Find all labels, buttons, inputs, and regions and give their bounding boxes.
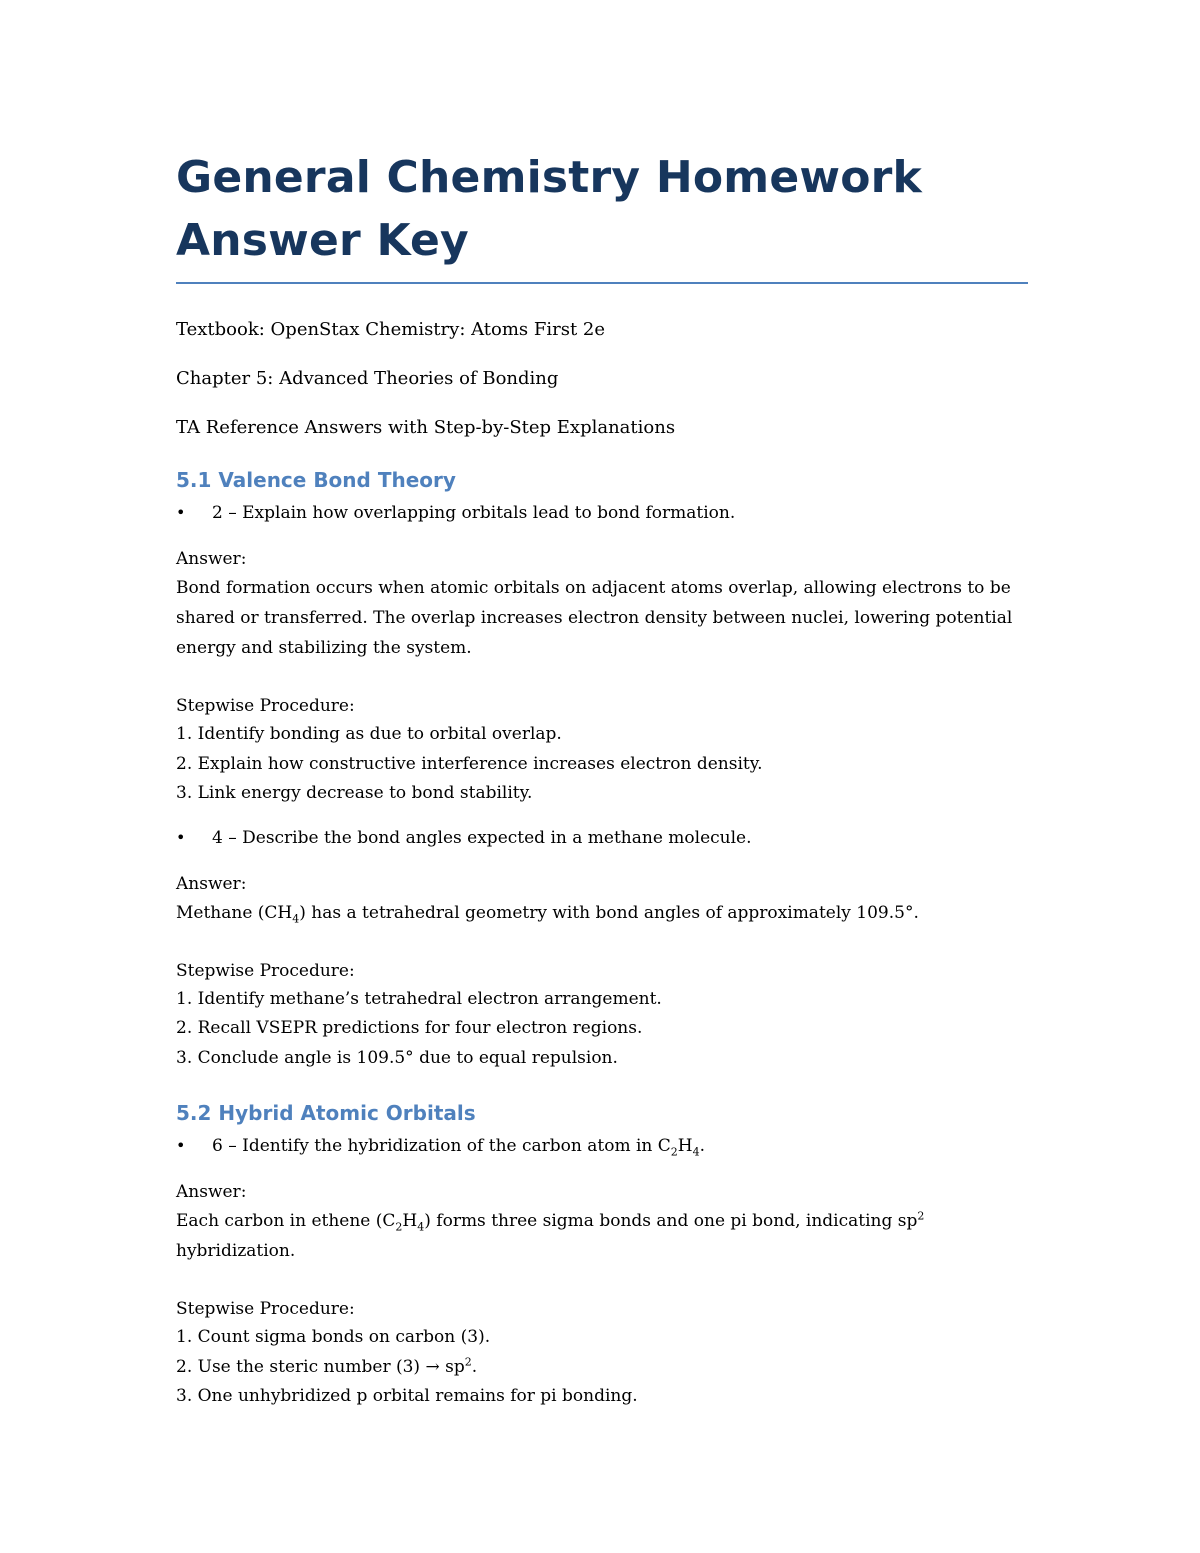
steps-list: [176, 1323, 1028, 1412]
stepwise-label: Stepwise Procedure:: [176, 1299, 355, 1319]
question-text: 2 – Explain how overlapping orbitals lead to bond formation.: [212, 503, 736, 523]
bullet-icon: •: [176, 503, 186, 522]
section-heading: 5.2 Hybrid Atomic Orbitals: [176, 1101, 476, 1125]
question-text: 6 – Identify the hybridization of the carbon atom in $C_2H_4$.: [212, 1136, 705, 1159]
question-item: [176, 825, 1028, 851]
bullet-icon: •: [176, 1136, 186, 1155]
step-item: 2. Explain how constructive interference increases electron density.: [176, 753, 763, 774]
reference-line: TA Reference Answers with Step-by-Step Explanations: [176, 417, 676, 438]
answer-label: Answer:: [176, 1182, 247, 1202]
step-item: 3. One unhybridized p orbital remains for pi bonding.: [176, 1386, 638, 1406]
section-heading: 5.1 Valence Bond Theory: [176, 468, 456, 492]
question-item: [176, 500, 1028, 526]
answer-text: Methane $(CH_4)$ has a tetrahedral geometry with bond angles of approximately 109.5°.: [176, 902, 919, 925]
textbook-line: Textbook: OpenStax Chemistry: Atoms First 2e: [176, 319, 606, 340]
stepwise-label: Stepwise Procedure:: [176, 960, 355, 981]
document-body: [176, 146, 1028, 1412]
step-item: 1. Identify methane’s tetrahedral electron arrangement.: [176, 988, 662, 1009]
step-item: 1. Identify bonding as due to orbital overlap.: [176, 724, 562, 744]
step-item: 3. Link energy decrease to bond stability.: [176, 783, 533, 803]
document-title: General Chemistry Homework Answer Key: [176, 146, 1028, 284]
answer-text: Each carbon in ethene $(C_2H_4)$ forms three sigma bonds and one pi bond, indicating $sp^2$ hybridization.: [176, 1209, 925, 1261]
answer-label: Answer:: [176, 873, 247, 894]
step-item: 2. Use the steric number $(3) \to sp^2$.: [176, 1354, 478, 1377]
question-item: [176, 1133, 1028, 1159]
answer-label: Answer:: [176, 549, 247, 569]
stepwise-label: Stepwise Procedure:: [176, 696, 355, 716]
step-item: 3. Conclude angle is 109.5° due to equal repulsion.: [176, 1047, 618, 1068]
answer-text: Bond formation occurs when atomic orbitals on adjacent atoms overlap, allowing electrons to be shared or transferred. The overlap increases electron density between nuclei, lowering potential energy and stabilizing the system.: [176, 578, 1013, 658]
step-item: 2. Recall VSEPR predictions for four electron regions.: [176, 1018, 643, 1038]
steps-list: [176, 985, 1028, 1074]
chapter-line: Chapter 5: Advanced Theories of Bonding: [176, 368, 559, 389]
question-text: 4 – Describe the bond angles expected in a methane molecule.: [212, 827, 752, 848]
steps-list: [176, 720, 1028, 809]
step-item: 1. Count sigma bonds on carbon (3).: [176, 1327, 491, 1347]
bullet-icon: •: [176, 827, 186, 847]
